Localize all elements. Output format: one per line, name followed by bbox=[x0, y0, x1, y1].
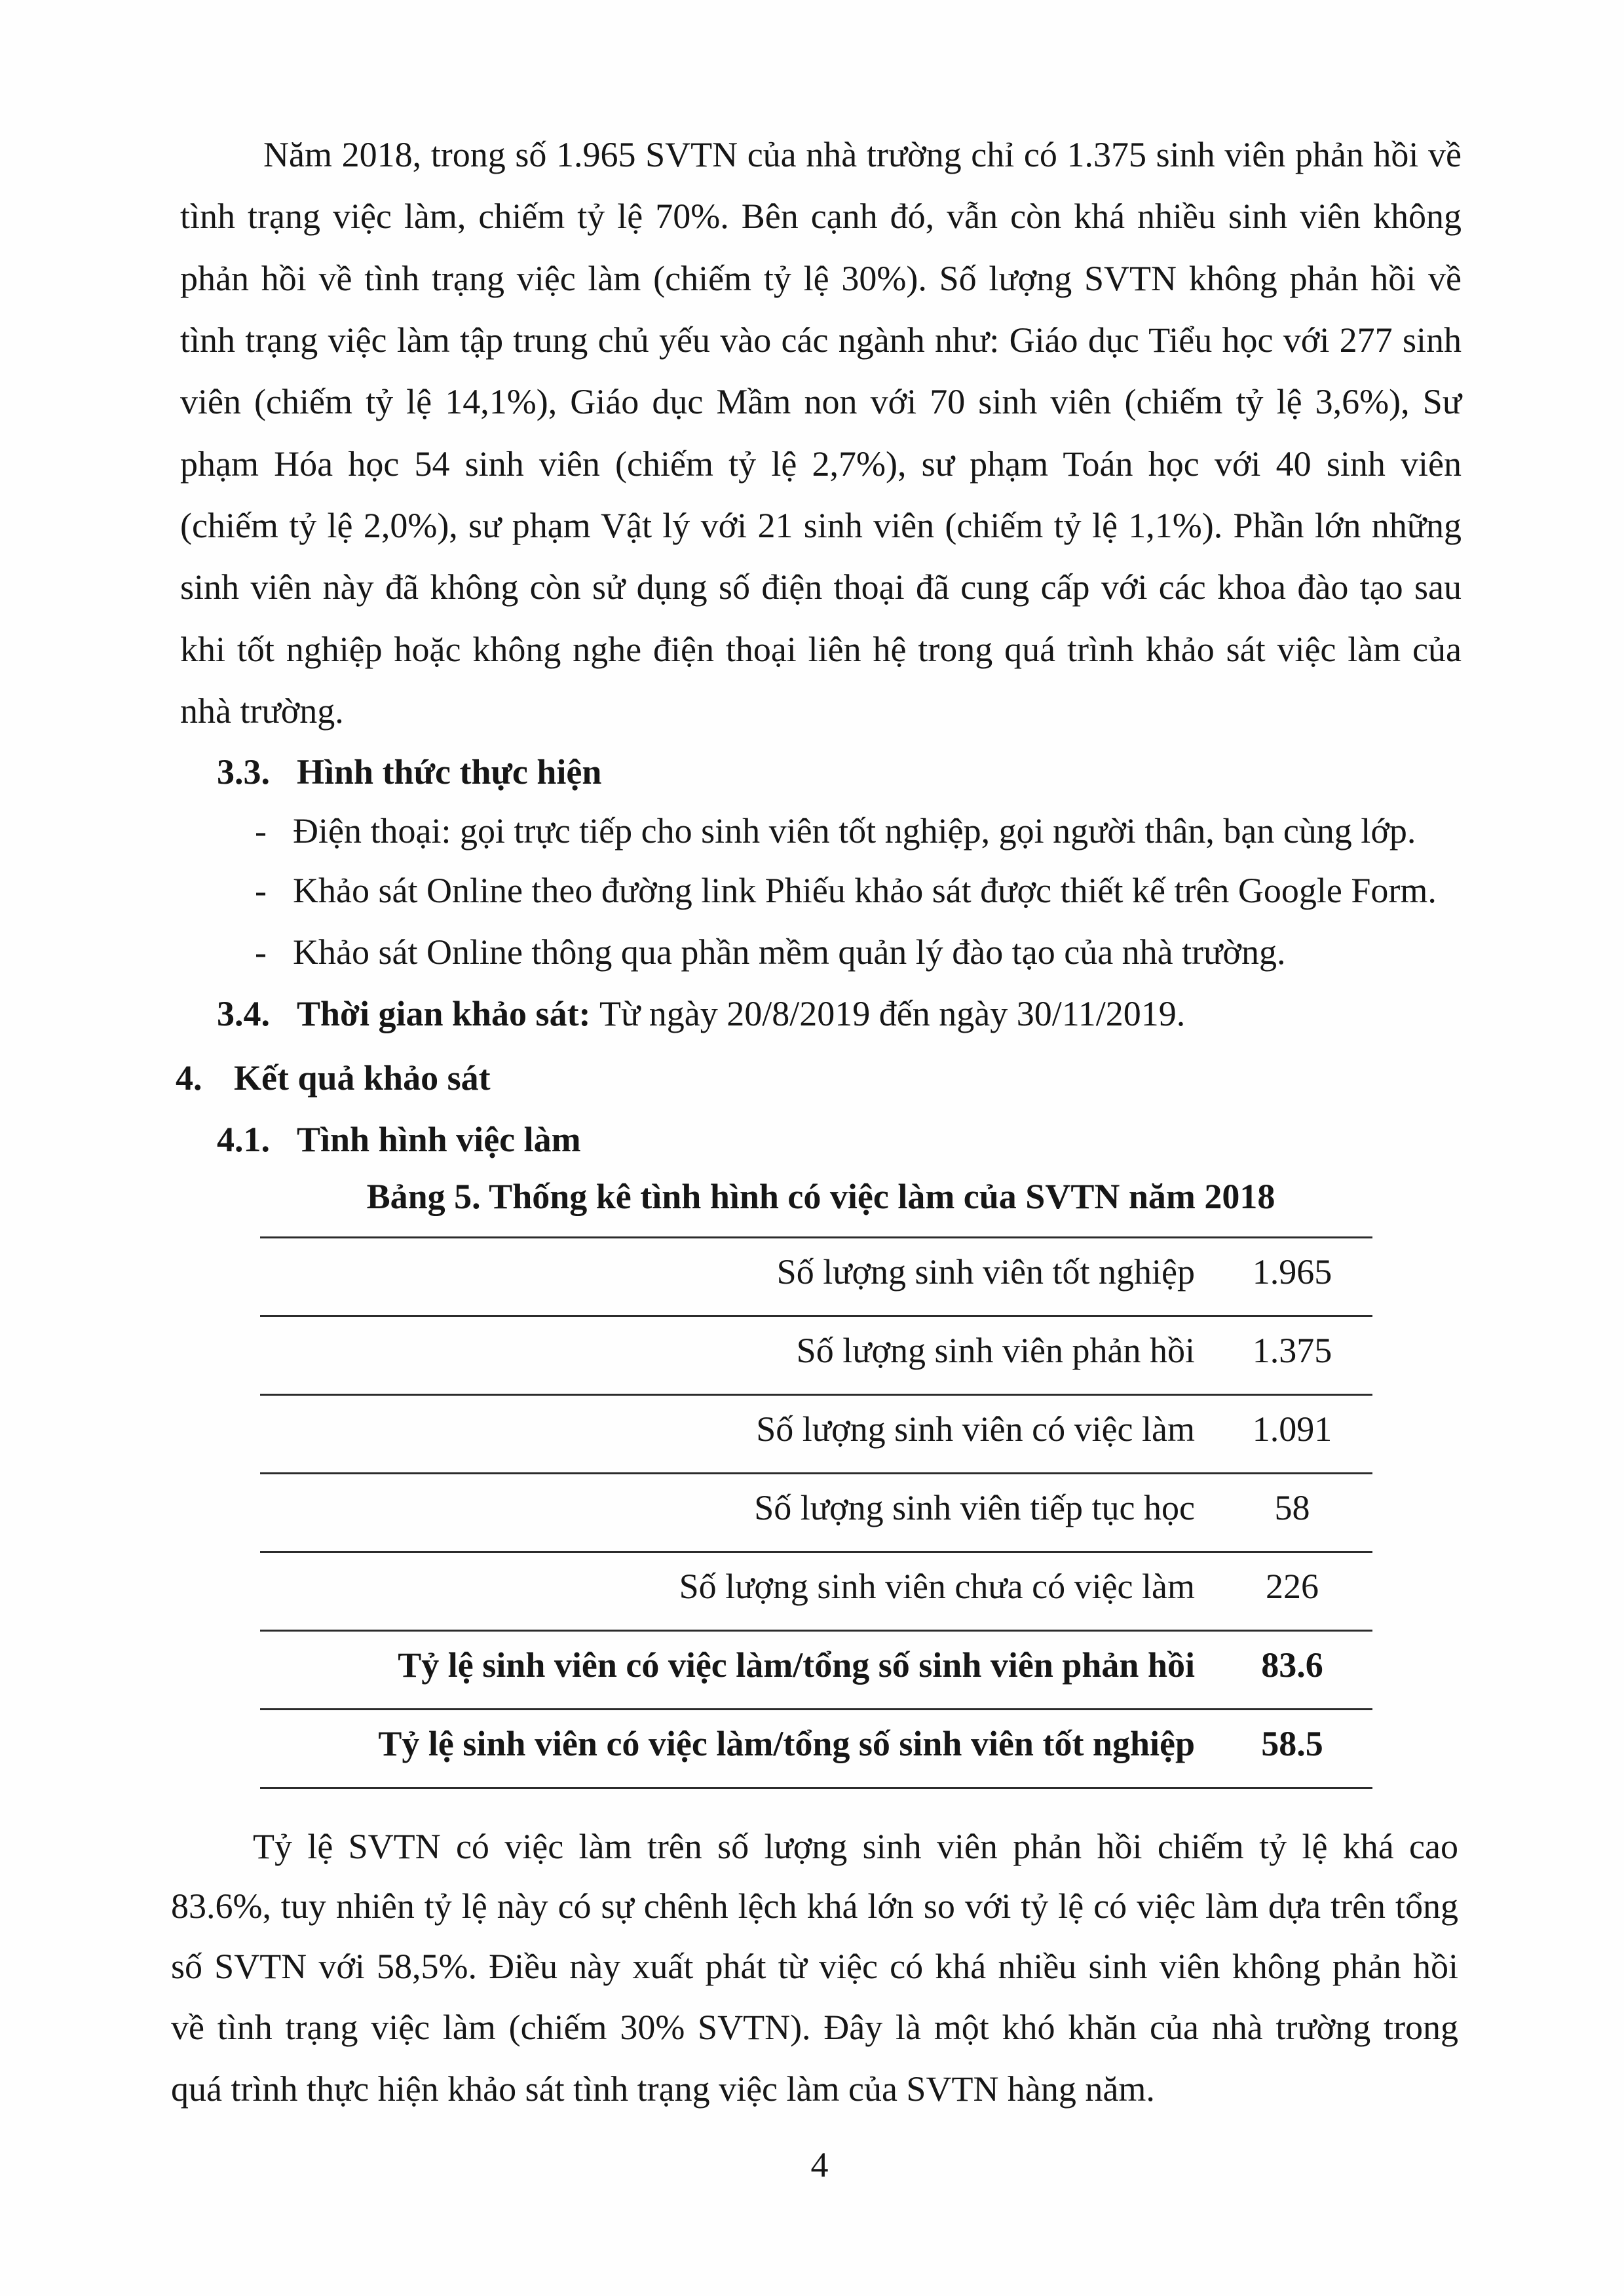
section-number: 3.4. bbox=[217, 994, 270, 1033]
section-title: Thời gian khảo sát: bbox=[297, 994, 591, 1033]
paragraph-line: Năm 2018, trong số 1.965 SVTN của nhà trường chỉ có 1.375 sinh viên phản hồi về bbox=[263, 135, 1462, 174]
section-number: 4.1. bbox=[217, 1120, 270, 1159]
table-row bbox=[260, 1553, 1372, 1632]
section-title: Hình thức thực hiện bbox=[297, 752, 602, 792]
table-row-summary bbox=[260, 1710, 1372, 1789]
paragraph-line: phạm Hóa học 54 sinh viên (chiếm tỷ lệ 2,7%), sư phạm Toán học với 40 sinh viên bbox=[180, 444, 1462, 484]
row-label: Tỷ lệ sinh viên có việc làm/tổng số sinh viên phản hồi bbox=[398, 1645, 1195, 1685]
section-title: Kết quả khảo sát bbox=[234, 1058, 491, 1098]
row-value: 58 bbox=[1274, 1488, 1310, 1527]
paragraph-line: khi tốt nghiệp hoặc không nghe điện thoại liên hệ trong quá trình khảo sát việc làm của bbox=[180, 630, 1462, 669]
row-value: 58.5 bbox=[1261, 1724, 1323, 1763]
table-row bbox=[260, 1396, 1372, 1474]
paragraph-line: nhà trường. bbox=[180, 691, 344, 731]
paragraph-line: 83.6%, tuy nhiên tỷ lệ này có sự chênh lệch khá lớn so với tỷ lệ có việc làm dựa trên tổng bbox=[171, 1886, 1458, 1926]
paragraph-line: tình trạng việc làm tập trung chủ yếu vào các ngành như: Giáo dục Tiểu học với 277 sinh bbox=[180, 320, 1462, 360]
bullet-marker: - bbox=[255, 871, 267, 910]
paragraph-line: số SVTN với 58,5%. Điều này xuất phát từ việc có khá nhiều sinh viên không phản hồi bbox=[171, 1947, 1458, 1986]
section-number: 4. bbox=[176, 1058, 202, 1098]
row-value: 83.6 bbox=[1261, 1645, 1323, 1685]
table-row bbox=[260, 1238, 1372, 1317]
employment-stats-table bbox=[260, 1236, 1372, 1789]
paragraph-line: phản hồi về tình trạng việc làm (chiếm tỷ lệ 30%). Số lượng SVTN không phản hồi về bbox=[180, 259, 1462, 298]
section-title: Tình hình việc làm bbox=[297, 1120, 581, 1159]
list-item: Điện thoại: gọi trực tiếp cho sinh viên tốt nghiệp, gọi người thân, bạn cùng lớp. bbox=[293, 811, 1416, 851]
page-number: 4 bbox=[810, 2145, 829, 2185]
paragraph-line: viên (chiếm tỷ lệ 14,1%), Giáo dục Mầm non với 70 sinh viên (chiếm tỷ lệ 3,6%), Sư bbox=[180, 382, 1462, 421]
row-label: Số lượng sinh viên tốt nghiệp bbox=[776, 1252, 1195, 1292]
bullet-marker: - bbox=[255, 932, 267, 972]
paragraph-line: (chiếm tỷ lệ 2,0%), sư phạm Vật lý với 21 sinh viên (chiếm tỷ lệ 1,1%). Phần lớn những bbox=[180, 506, 1462, 545]
row-value: 1.091 bbox=[1252, 1409, 1332, 1449]
table-row bbox=[260, 1317, 1372, 1396]
row-value: 1.375 bbox=[1252, 1331, 1332, 1370]
paragraph-line: về tình trạng việc làm (chiếm 30% SVTN). Đây là một khó khăn của nhà trường trong bbox=[171, 2008, 1458, 2047]
row-label: Số lượng sinh viên chưa có việc làm bbox=[679, 1567, 1195, 1606]
table-caption: Bảng 5. Thống kê tình hình có việc làm của SVTN năm 2018 bbox=[366, 1177, 1275, 1216]
section-text: Từ ngày 20/8/2019 đến ngày 30/11/2019. bbox=[599, 994, 1186, 1033]
row-label: Số lượng sinh viên tiếp tục học bbox=[754, 1488, 1195, 1527]
row-label: Số lượng sinh viên phản hồi bbox=[796, 1331, 1195, 1370]
section-number: 3.3. bbox=[217, 752, 270, 792]
paragraph-line: Tỷ lệ SVTN có việc làm trên số lượng sinh viên phản hồi chiếm tỷ lệ khá cao bbox=[253, 1827, 1458, 1866]
paragraph-line: quá trình thực hiện khảo sát tình trạng việc làm của SVTN hàng năm. bbox=[171, 2069, 1155, 2109]
section-line bbox=[297, 991, 1185, 1037]
paragraph-line: tình trạng việc làm, chiếm tỷ lệ 70%. Bên cạnh đó, vẫn còn khá nhiều sinh viên không bbox=[180, 197, 1462, 236]
row-value: 1.965 bbox=[1252, 1252, 1332, 1292]
paragraph-line: sinh viên này đã không còn sử dụng số điện thoại đã cung cấp với các khoa đào tạo sau bbox=[180, 567, 1462, 607]
table-row-summary bbox=[260, 1632, 1372, 1710]
row-label: Số lượng sinh viên có việc làm bbox=[756, 1409, 1195, 1449]
bullet-marker: - bbox=[255, 811, 267, 851]
row-value: 226 bbox=[1266, 1567, 1319, 1606]
table-row bbox=[260, 1474, 1372, 1553]
row-label: Tỷ lệ sinh viên có việc làm/tổng số sinh viên tốt nghiệp bbox=[378, 1724, 1195, 1763]
list-item: Khảo sát Online theo đường link Phiếu khảo sát được thiết kế trên Google Form. bbox=[293, 871, 1437, 910]
list-item: Khảo sát Online thông qua phần mềm quản lý đào tạo của nhà trường. bbox=[293, 932, 1286, 972]
